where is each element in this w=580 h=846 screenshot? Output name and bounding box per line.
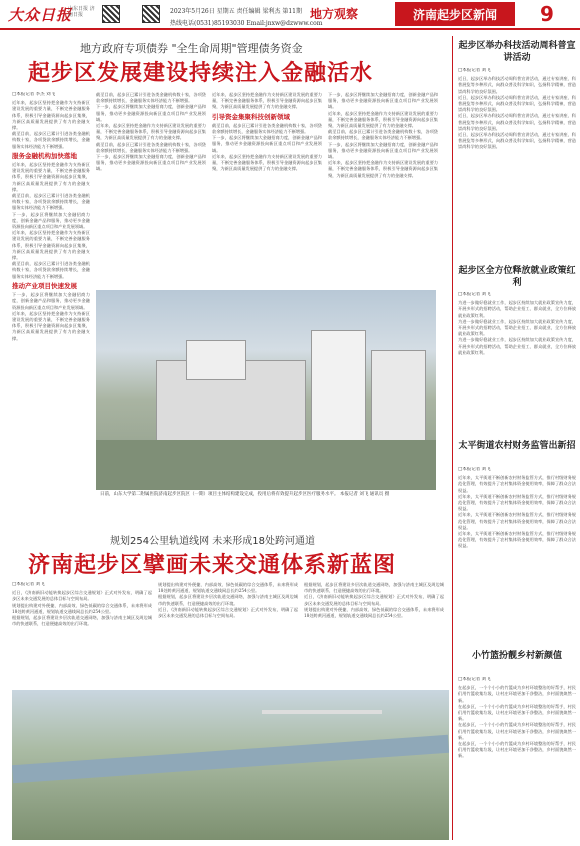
article1-paragraph: 近年来，起步区坚持把金融作为支持新区建设发展的重要力量，不断完善金融服务体系，积极引导金融资源向起步区集聚，为新区高质量发展提供了有力的金融支撑。 [12, 230, 90, 261]
article2-column-1 [12, 582, 152, 687]
hospital-construction-photo [96, 290, 436, 490]
right-article-b-paragraph: 为进一步做好稳就业工作，起步区持续加大就业政策宣传力度，开展多形式的招聘活动，帮助企业招工、群众就业，全方位释放就业政策红利。 [458, 337, 576, 355]
ground-shape [96, 440, 436, 490]
article1-paragraph: 截至目前，起步区已累计引进各类金融机构数十家，各项贷款余额持续增长，金融服务实体经济能力不断增强。 [96, 141, 206, 153]
right-article-a-paragraph: 近日，起步区举办科技活动周科普宣讲活动，通过专家讲座、科普展览等多种形式，向群众普及科学知识，弘扬科学精神，营造崇尚科学的良好氛围。 [458, 94, 576, 113]
logo-subtitle: 山东日报 济南日报 [68, 6, 95, 18]
article2-column-2 [158, 582, 298, 687]
building-shape [311, 330, 366, 445]
right-article-c-paragraph: 近年来，太平街道不断创新农村财务监管方式，推行村级财务规范化管理，有效提升了农村集体资金使用效率，保障了群众合法权益。 [458, 475, 576, 493]
building-shape [371, 350, 426, 445]
page-number: 9 [540, 2, 554, 26]
right-article-b-byline: □本报记者 刘飞 [458, 292, 491, 297]
building-shape [186, 340, 246, 380]
bridge-shape [262, 710, 382, 714]
article1-column-3 [212, 92, 322, 287]
contact-info: 热线电话(0531)85193030 Email:jnxw@dzwww.com [170, 20, 323, 27]
article2-paragraph: 根据规划，起步区将建设多层次轨道交通网络，加强与济南主城区及周边城市的快速联系，打造便捷高效的出行环境。 [12, 615, 152, 627]
article1-paragraph: 近年来，起步区坚持把金融作为支持新区建设发展的重要力量，不断完善金融服务体系，积极引导金融资源向起步区集聚，为新区高质量发展提供了有力的金融支撑。 [212, 92, 322, 110]
article2-paragraph: 规划提出构建对外便捷、内部高效、绿色低碳的综合交通体系，未来将形成18处跨黄河通道，规划轨道交通线网总长约254公里。 [12, 602, 152, 614]
right-article-d-paragraph: 在起步区，一个个小小的竹篮成为乡村环境整治的好帮手，村民们用竹篮收集垃圾，让村庄环境更加干净整洁，乡村面貌焕然一新。 [458, 685, 576, 703]
article1-paragraph: 下一步，起步区将继续加大金融招商力度，创新金融产品和服务，推动更多金融资源投向新区重点项目和产业发展领域。 [328, 92, 438, 110]
article1-subhead: 推动产业项目快速发展 [12, 281, 77, 290]
article1-paragraph: 近年来，起步区坚持把金融作为支持新区建设发展的重要力量，不断完善金融服务体系，积极引导金融资源向起步区集聚，为新区高质量发展提供了有力的金融支撑。 [12, 100, 90, 131]
right-article-c-paragraph: 近年来，太平街道不断创新农村财务监管方式，推行村级财务规范化管理，有效提升了农村集体资金使用效率，保障了群众合法权益。 [458, 512, 576, 530]
article2-paragraph: 根据规划，起步区将建设多层次轨道交通网络，加强与济南主城区及周边城市的快速联系，打造便捷高效的出行环境。 [158, 594, 298, 606]
qr-code-icon [102, 5, 120, 23]
article1-paragraph: 下一步，起步区将继续加大金融招商力度，创新金融产品和服务，推动更多金融资源投向新区重点项目和产业发展领域。 [12, 292, 90, 310]
article1-column-1 [12, 92, 90, 487]
issue-info: 2023年5月26日 星期五 责任编辑 梁利杰 第11期 [170, 8, 302, 15]
article1-paragraph: 近年来，起步区坚持把金融作为支持新区建设发展的重要力量，不断完善金融服务体系，积极引导金融资源向起步区集聚，为新区高质量发展提供了有力的金融支撑。 [212, 153, 322, 172]
right-article-c-body [458, 467, 576, 642]
column-divider [452, 36, 453, 840]
qr-code-icon [142, 5, 160, 23]
article2-paragraph: 规划提出构建对外便捷、内部高效、绿色低碳的综合交通体系，未来将形成18处跨黄河通道，规划轨道交通线网总长约254公里。 [304, 606, 444, 619]
right-article-b-body [458, 292, 576, 432]
article1-paragraph: 近年来，起步区坚持把金融作为支持新区建设发展的重要力量，不断完善金融服务体系，积极引导金融资源向起步区集聚，为新区高质量发展提供了有力的金融支撑。 [328, 160, 438, 178]
article1-subhead: 引导资金集聚科技创新领域 [212, 112, 290, 121]
right-article-b-paragraph: 为进一步做好稳就业工作，起步区持续加大就业政策宣传力度，开展多形式的招聘活动，帮助企业招工、群众就业，全方位释放就业政策红利。 [458, 300, 576, 318]
article2-kicker: 规划254公里轨道线网 未来形成18处跨河通道 [110, 536, 315, 547]
section-label: 地方观察 [310, 7, 359, 21]
right-article-a-paragraph: 近日，起步区举办科技活动周科普宣讲活动，通过专家讲座、科普展览等多种形式，向群众普及科学知识，弘扬科学精神，营造崇尚科学的良好氛围。 [458, 76, 576, 94]
right-article-d-headline: 小竹篮扮靓乡村新颜值 [471, 651, 562, 661]
river-aerial-photo [12, 690, 449, 840]
right-article-c-byline: □本报记者 刘飞 [458, 467, 491, 472]
article1-paragraph: 近年来，起步区坚持把金融作为支持新区建设发展的重要力量，不断完善金融服务体系，积极引导金融资源向起步区集聚，为新区高质量发展提供了有力的金融支撑。 [328, 110, 438, 129]
article1-paragraph: 近年来，起步区坚持把金融作为支持新区建设发展的重要力量，不断完善金融服务体系，积极引导金融资源向起步区集聚，为新区高质量发展提供了有力的金融支撑。 [12, 310, 90, 341]
article2-column-3 [304, 582, 444, 687]
article1-paragraph: 下一步，起步区将继续加大金融招商力度，创新金融产品和服务，推动更多金融资源投向新区重点项目和产业发展领域。 [12, 211, 90, 230]
article2-paragraph: 近日，《济南新旧动能转换起步区综合交通规划》正式对外发布，明确了起步区未来交通发展的总体目标与空间布局。 [12, 590, 152, 602]
article1-column-2 [96, 92, 206, 287]
article1-paragraph: 近年来，起步区坚持把金融作为支持新区建设发展的重要力量，不断完善金融服务体系，积极引导金融资源向起步区集聚，为新区高质量发展提供了有力的金融支撑。 [12, 162, 90, 192]
article1-paragraph: 截至目前，起步区已累计引进各类金融机构数十家，各项贷款余额持续增长，金融服务实体经济能力不断增强。 [12, 131, 90, 149]
river-shape [12, 735, 449, 783]
article2-paragraph: 近日，《济南新旧动能转换起步区综合交通规划》正式对外发布，明确了起步区未来交通发展的总体目标与空间布局。 [158, 606, 298, 619]
right-article-d-paragraph: 在起步区，一个个小小的竹篮成为乡村环境整治的好帮手，村民们用竹篮收集垃圾，让村庄环境更加干净整洁，乡村面貌焕然一新。 [458, 703, 576, 722]
article1-paragraph: 截至目前，起步区已累计引进各类金融机构数十家，各项贷款余额持续增长，金融服务实体经济能力不断增强。 [12, 193, 90, 211]
article1-paragraph: 截至目前，起步区已累计引进各类金融机构数十家，各项贷款余额持续增长，金融服务实体经济能力不断增强。 [12, 261, 90, 279]
article2-byline: □本报记者 刘飞 [12, 582, 45, 587]
article1-paragraph: 下一步，起步区将继续加大金融招商力度，创新金融产品和服务，推动更多金融资源投向新区重点项目和产业发展领域。 [212, 135, 322, 153]
article1-kicker: 地方政府专项债券 "全生命周期"管理债务资金 [80, 42, 303, 55]
right-article-d-body [458, 677, 576, 837]
right-article-c-paragraph: 近年来，太平街道不断创新农村财务监管方式，推行村级财务规范化管理，有效提升了农村集体资金使用效率，保障了群众合法权益。 [458, 531, 576, 549]
right-article-a-byline: □本报记者 刘飞 [458, 68, 491, 73]
right-article-c-paragraph: 近年来，太平街道不断创新农村财务监管方式，推行村级财务规范化管理，有效提升了农村集体资金使用效率，保障了群众合法权益。 [458, 493, 576, 512]
right-article-d-paragraph: 在起步区，一个个小小的竹篮成为乡村环境整治的好帮手，村民们用竹篮收集垃圾，让村庄环境更加干净整洁，乡村面貌焕然一新。 [458, 722, 576, 740]
article1-paragraph: 截至目前，起步区已累计引进各类金融机构数十家，各项贷款余额持续增长，金融服务实体经济能力不断增强。 [328, 129, 438, 141]
article1-paragraph: 近年来，起步区坚持把金融作为支持新区建设发展的重要力量，不断完善金融服务体系，积极引导金融资源向起步区集聚，为新区高质量发展提供了有力的金融支撑。 [96, 123, 206, 141]
article2-headline: 济南起步区擘画未来交通体系新蓝图 [28, 553, 397, 578]
right-article-c-headline: 太平街道农村财务监管出新招 [458, 441, 576, 451]
right-article-b-paragraph: 为进一步做好稳就业工作，起步区持续加大就业政策宣传力度，开展多形式的招聘活动，帮助企业招工、群众就业，全方位释放就业政策红利。 [458, 318, 576, 337]
right-article-b-headline: 起步区全方位释放就业政策红利 [458, 266, 576, 288]
right-article-d-paragraph: 在起步区，一个个小小的竹篮成为乡村环境整治的好帮手，村民们用竹篮收集垃圾，让村庄环境更加干净整洁，乡村面貌焕然一新。 [458, 741, 576, 759]
article1-paragraph: 下一步，起步区将继续加大金融招商力度，创新金融产品和服务，推动更多金融资源投向新区重点项目和产业发展领域。 [96, 104, 206, 122]
article2-paragraph: 近日，《济南新旧动能转换起步区综合交通规划》正式对外发布，明确了起步区未来交通发展的总体目标与空间布局。 [304, 594, 444, 606]
article1-paragraph: 下一步，起步区将继续加大金融招商力度，创新金融产品和服务，推动更多金融资源投向新区重点项目和产业发展领域。 [96, 154, 206, 172]
section-tag: 济南起步区新闻 [395, 2, 515, 26]
article2-paragraph: 根据规划，起步区将建设多层次轨道交通网络，加强与济南主城区及周边城市的快速联系，打造便捷高效的出行环境。 [304, 582, 444, 594]
right-article-a-paragraph: 近日，起步区举办科技活动周科普宣讲活动，通过专家讲座、科普展览等多种形式，向群众普及科学知识，弘扬科学精神，营造崇尚科学的良好氛围。 [458, 113, 576, 131]
right-article-d-byline: □本报记者 刘飞 [458, 677, 491, 682]
masthead [0, 0, 580, 30]
right-article-a-body [458, 68, 576, 258]
right-article-a-paragraph: 近日，起步区举办科技活动周科普宣讲活动，通过专家讲座、科普展览等多种形式，向群众普及科学知识，弘扬科学精神，营造崇尚科学的良好氛围。 [458, 132, 576, 150]
article1-column-4 [328, 92, 438, 287]
article1-headline: 起步区发展建设持续注入金融活水 [28, 61, 374, 86]
article1-paragraph: 下一步，起步区将继续加大金融招商力度，创新金融产品和服务，推动更多金融资源投向新区重点项目和产业发展领域。 [328, 141, 438, 160]
right-article-a-headline: 起步区举办科技活动周科普宣讲活动 [458, 41, 576, 63]
article1-byline: □本报记者 李杰 刘飞 [12, 92, 56, 97]
photo-caption: 日前，山东大学第二附属医院济南起步区院区（一期）项目主体结构建设完成，投用后将有效提升起步区医疗服务水平。 本报记者 刘飞 通讯员 摄 [100, 492, 390, 497]
article1-paragraph: 截至目前，起步区已累计引进各类金融机构数十家，各项贷款余额持续增长，金融服务实体经济能力不断增强。 [96, 92, 206, 104]
newspaper-logo: 大众日报 [8, 6, 73, 24]
article1-subhead: 服务金融机构加快落地 [12, 151, 77, 160]
article1-paragraph: 截至目前，起步区已累计引进各类金融机构数十家，各项贷款余额持续增长，金融服务实体经济能力不断增强。 [212, 122, 322, 135]
article2-paragraph: 规划提出构建对外便捷、内部高效、绿色低碳的综合交通体系，未来将形成18处跨黄河通道，规划轨道交通线网总长约254公里。 [158, 582, 298, 594]
